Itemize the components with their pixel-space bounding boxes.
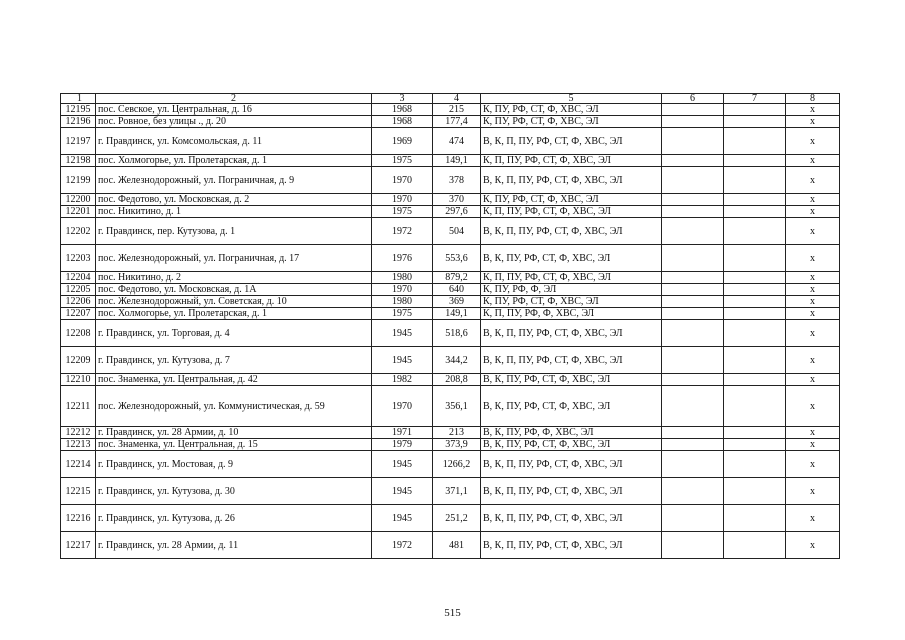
area-cell: 1266,2: [433, 451, 481, 478]
utilities-cell: В, К, П, ПУ, РФ, СТ, Ф, ХВС, ЭЛ: [481, 532, 662, 559]
utilities-cell: К, ПУ, РФ, СТ, Ф, ХВС, ЭЛ: [481, 296, 662, 308]
column-8-cell: х: [786, 284, 840, 296]
utilities-cell: К, ПУ, РФ, Ф, ЭЛ: [481, 284, 662, 296]
utilities-cell: В, К, П, ПУ, РФ, СТ, Ф, ХВС, ЭЛ: [481, 347, 662, 374]
area-cell: 640: [433, 284, 481, 296]
column-7-cell: [724, 296, 786, 308]
utilities-cell: К, ПУ, РФ, СТ, Ф, ХВС, ЭЛ: [481, 104, 662, 116]
address-cell: пос. Холмогорье, ул. Пролетарская, д. 1: [96, 155, 372, 167]
column-7-cell: [724, 272, 786, 284]
table-row: [61, 218, 840, 245]
address-cell: пос. Железнодорожный, ул. Советская, д. 10: [96, 296, 372, 308]
page-number: 515: [444, 607, 461, 619]
table-row: [61, 532, 840, 559]
address-cell: г. Правдинск, ул. Мостовая, д. 9: [96, 451, 372, 478]
row-id-cell: 12216: [61, 505, 96, 532]
address-cell: пос. Холмогорье, ул. Пролетарская, д. 1: [96, 308, 372, 320]
registry-table: [60, 93, 840, 559]
column-8-cell: х: [786, 104, 840, 116]
year-cell: 1972: [372, 218, 433, 245]
table-row: [61, 386, 840, 427]
column-6-cell: [662, 439, 724, 451]
area-cell: 369: [433, 296, 481, 308]
year-cell: 1945: [372, 478, 433, 505]
year-cell: 1975: [372, 155, 433, 167]
year-cell: 1970: [372, 194, 433, 206]
year-cell: 1945: [372, 347, 433, 374]
column-7-cell: [724, 194, 786, 206]
row-id-cell: 12217: [61, 532, 96, 559]
column-6-cell: [662, 320, 724, 347]
address-cell: пос. Федотово, ул. Московская, д. 1А: [96, 284, 372, 296]
utilities-cell: В, К, ПУ, РФ, СТ, Ф, ХВС, ЭЛ: [481, 374, 662, 386]
column-6-cell: [662, 128, 724, 155]
row-id-cell: 12211: [61, 386, 96, 427]
column-6-cell: [662, 386, 724, 427]
table-row: [61, 478, 840, 505]
column-7-cell: [724, 155, 786, 167]
column-8-cell: х: [786, 427, 840, 439]
column-6-cell: [662, 206, 724, 218]
year-cell: 1982: [372, 374, 433, 386]
year-cell: 1979: [372, 439, 433, 451]
column-7-cell: [724, 284, 786, 296]
header-cell: 4: [433, 94, 481, 104]
table-row: [61, 296, 840, 308]
column-8-cell: х: [786, 451, 840, 478]
column-6-cell: [662, 532, 724, 559]
address-cell: пос. Ровное, без улицы ., д. 20: [96, 116, 372, 128]
area-cell: 215: [433, 104, 481, 116]
row-id-cell: 12207: [61, 308, 96, 320]
table-row: [61, 116, 840, 128]
header-cell: 7: [724, 94, 786, 104]
column-7-cell: [724, 347, 786, 374]
row-id-cell: 12199: [61, 167, 96, 194]
utilities-cell: В, К, ПУ, РФ, СТ, Ф, ХВС, ЭЛ: [481, 439, 662, 451]
row-id-cell: 12203: [61, 245, 96, 272]
column-6-cell: [662, 155, 724, 167]
column-8-cell: х: [786, 296, 840, 308]
utilities-cell: В, К, ПУ, РФ, Ф, ХВС, ЭЛ: [481, 427, 662, 439]
year-cell: 1968: [372, 104, 433, 116]
column-8-cell: х: [786, 532, 840, 559]
row-id-cell: 12208: [61, 320, 96, 347]
column-8-cell: х: [786, 167, 840, 194]
column-7-cell: [724, 116, 786, 128]
address-cell: пос. Никитино, д. 2: [96, 272, 372, 284]
table-row: [61, 347, 840, 374]
row-id-cell: 12201: [61, 206, 96, 218]
address-cell: пос. Севское, ул. Центральная, д. 16: [96, 104, 372, 116]
area-cell: 344,2: [433, 347, 481, 374]
address-cell: г. Правдинск, ул. Кутузова, д. 7: [96, 347, 372, 374]
area-cell: 208,8: [433, 374, 481, 386]
row-id-cell: 12196: [61, 116, 96, 128]
column-7-cell: [724, 128, 786, 155]
address-cell: г. Правдинск, пер. Кутузова, д. 1: [96, 218, 372, 245]
row-id-cell: 12198: [61, 155, 96, 167]
row-id-cell: 12206: [61, 296, 96, 308]
column-8-cell: х: [786, 155, 840, 167]
row-id-cell: 12202: [61, 218, 96, 245]
table-row: [61, 206, 840, 218]
header-cell: 5: [481, 94, 662, 104]
address-cell: пос. Федотово, ул. Московская, д. 2: [96, 194, 372, 206]
area-cell: 474: [433, 128, 481, 155]
column-6-cell: [662, 308, 724, 320]
header-cell: 8: [786, 94, 840, 104]
column-8-cell: х: [786, 206, 840, 218]
year-cell: 1970: [372, 284, 433, 296]
column-8-cell: х: [786, 386, 840, 427]
column-7-cell: [724, 451, 786, 478]
utilities-cell: В, К, П, ПУ, РФ, СТ, Ф, ХВС, ЭЛ: [481, 478, 662, 505]
area-cell: 378: [433, 167, 481, 194]
column-7-cell: [724, 167, 786, 194]
table-row: [61, 284, 840, 296]
table-row: [61, 439, 840, 451]
year-cell: 1945: [372, 505, 433, 532]
header-row: [61, 94, 840, 104]
year-cell: 1980: [372, 272, 433, 284]
column-7-cell: [724, 206, 786, 218]
year-cell: 1980: [372, 296, 433, 308]
area-cell: 356,1: [433, 386, 481, 427]
address-cell: пос. Знаменка, ул. Центральная, д. 15: [96, 439, 372, 451]
year-cell: 1970: [372, 167, 433, 194]
header-cell: 3: [372, 94, 433, 104]
table-row: [61, 194, 840, 206]
address-cell: г. Правдинск, ул. Комсомольская, д. 11: [96, 128, 372, 155]
area-cell: 251,2: [433, 505, 481, 532]
column-6-cell: [662, 505, 724, 532]
area-cell: 371,1: [433, 478, 481, 505]
year-cell: 1945: [372, 320, 433, 347]
row-id-cell: 12209: [61, 347, 96, 374]
column-8-cell: х: [786, 128, 840, 155]
address-cell: пос. Железнодорожный, ул. Коммунистическая, д. 59: [96, 386, 372, 427]
utilities-cell: В, К, П, ПУ, РФ, СТ, Ф, ХВС, ЭЛ: [481, 505, 662, 532]
address-cell: пос. Железнодорожный, ул. Пограничная, д. 9: [96, 167, 372, 194]
row-id-cell: 12213: [61, 439, 96, 451]
utilities-cell: В, К, П, ПУ, РФ, СТ, Ф, ХВС, ЭЛ: [481, 128, 662, 155]
address-cell: г. Правдинск, ул. Кутузова, д. 30: [96, 478, 372, 505]
table-row: [61, 320, 840, 347]
row-id-cell: 12200: [61, 194, 96, 206]
column-7-cell: [724, 218, 786, 245]
year-cell: 1975: [372, 308, 433, 320]
column-8-cell: х: [786, 505, 840, 532]
address-cell: пос. Знаменка, ул. Центральная, д. 42: [96, 374, 372, 386]
utilities-cell: К, П, ПУ, РФ, СТ, Ф, ХВС, ЭЛ: [481, 272, 662, 284]
column-7-cell: [724, 505, 786, 532]
table-row: [61, 155, 840, 167]
column-7-cell: [724, 478, 786, 505]
year-cell: 1970: [372, 386, 433, 427]
column-7-cell: [724, 427, 786, 439]
column-8-cell: х: [786, 478, 840, 505]
table-row: [61, 505, 840, 532]
area-cell: 481: [433, 532, 481, 559]
column-7-cell: [724, 320, 786, 347]
column-6-cell: [662, 296, 724, 308]
column-6-cell: [662, 116, 724, 128]
column-6-cell: [662, 245, 724, 272]
column-7-cell: [724, 374, 786, 386]
column-6-cell: [662, 218, 724, 245]
row-id-cell: 12215: [61, 478, 96, 505]
column-6-cell: [662, 104, 724, 116]
row-id-cell: 12205: [61, 284, 96, 296]
column-7-cell: [724, 439, 786, 451]
table-row: [61, 128, 840, 155]
column-8-cell: х: [786, 194, 840, 206]
area-cell: 297,6: [433, 206, 481, 218]
column-6-cell: [662, 427, 724, 439]
column-8-cell: х: [786, 347, 840, 374]
year-cell: 1945: [372, 451, 433, 478]
utilities-cell: В, К, П, ПУ, РФ, СТ, Ф, ХВС, ЭЛ: [481, 218, 662, 245]
column-8-cell: х: [786, 218, 840, 245]
row-id-cell: 12204: [61, 272, 96, 284]
address-cell: г. Правдинск, ул. Торговая, д. 4: [96, 320, 372, 347]
column-6-cell: [662, 374, 724, 386]
area-cell: 879,2: [433, 272, 481, 284]
year-cell: 1968: [372, 116, 433, 128]
column-7-cell: [724, 245, 786, 272]
table-row: [61, 167, 840, 194]
utilities-cell: В, К, ПУ, РФ, СТ, Ф, ХВС, ЭЛ: [481, 245, 662, 272]
column-7-cell: [724, 308, 786, 320]
column-7-cell: [724, 104, 786, 116]
year-cell: 1972: [372, 532, 433, 559]
header-cell: 1: [61, 94, 96, 104]
column-8-cell: х: [786, 439, 840, 451]
utilities-cell: К, ПУ, РФ, СТ, Ф, ХВС, ЭЛ: [481, 194, 662, 206]
row-id-cell: 12214: [61, 451, 96, 478]
column-7-cell: [724, 532, 786, 559]
utilities-cell: В, К, П, ПУ, РФ, СТ, Ф, ХВС, ЭЛ: [481, 320, 662, 347]
table-row: [61, 451, 840, 478]
column-7-cell: [724, 386, 786, 427]
area-cell: 553,6: [433, 245, 481, 272]
area-cell: 373,9: [433, 439, 481, 451]
table-row: [61, 245, 840, 272]
header-cell: 6: [662, 94, 724, 104]
utilities-cell: К, П, ПУ, РФ, СТ, Ф, ХВС, ЭЛ: [481, 206, 662, 218]
year-cell: 1971: [372, 427, 433, 439]
column-8-cell: х: [786, 374, 840, 386]
table-row: [61, 308, 840, 320]
table-row: [61, 374, 840, 386]
utilities-cell: В, К, ПУ, РФ, СТ, Ф, ХВС, ЭЛ: [481, 386, 662, 427]
address-cell: г. Правдинск, ул. Кутузова, д. 26: [96, 505, 372, 532]
column-6-cell: [662, 347, 724, 374]
column-6-cell: [662, 284, 724, 296]
address-cell: г. Правдинск, ул. 28 Армии, д. 11: [96, 532, 372, 559]
area-cell: 177,4: [433, 116, 481, 128]
column-8-cell: х: [786, 245, 840, 272]
address-cell: пос. Никитино, д. 1: [96, 206, 372, 218]
column-6-cell: [662, 167, 724, 194]
row-id-cell: 12195: [61, 104, 96, 116]
header-cell: 2: [96, 94, 372, 104]
utilities-cell: В, К, П, ПУ, РФ, СТ, Ф, ХВС, ЭЛ: [481, 167, 662, 194]
address-cell: г. Правдинск, ул. 28 Армии, д. 10: [96, 427, 372, 439]
column-8-cell: х: [786, 308, 840, 320]
year-cell: 1969: [372, 128, 433, 155]
column-8-cell: х: [786, 116, 840, 128]
area-cell: 213: [433, 427, 481, 439]
year-cell: 1976: [372, 245, 433, 272]
utilities-cell: В, К, П, ПУ, РФ, СТ, Ф, ХВС, ЭЛ: [481, 451, 662, 478]
column-6-cell: [662, 478, 724, 505]
table-body: [61, 104, 840, 559]
row-id-cell: 12197: [61, 128, 96, 155]
column-8-cell: х: [786, 320, 840, 347]
area-cell: 504: [433, 218, 481, 245]
row-id-cell: 12212: [61, 427, 96, 439]
table-row: [61, 427, 840, 439]
utilities-cell: К, П, ПУ, РФ, СТ, Ф, ХВС, ЭЛ: [481, 155, 662, 167]
column-6-cell: [662, 451, 724, 478]
table-row: [61, 272, 840, 284]
area-cell: 370: [433, 194, 481, 206]
year-cell: 1975: [372, 206, 433, 218]
column-6-cell: [662, 194, 724, 206]
address-cell: пос. Железнодорожный, ул. Пограничная, д. 17: [96, 245, 372, 272]
area-cell: 518,6: [433, 320, 481, 347]
column-6-cell: [662, 272, 724, 284]
column-8-cell: х: [786, 272, 840, 284]
area-cell: 149,1: [433, 155, 481, 167]
utilities-cell: К, ПУ, РФ, СТ, Ф, ХВС, ЭЛ: [481, 116, 662, 128]
table-row: [61, 104, 840, 116]
row-id-cell: 12210: [61, 374, 96, 386]
area-cell: 149,1: [433, 308, 481, 320]
utilities-cell: К, П, ПУ, РФ, Ф, ХВС, ЭЛ: [481, 308, 662, 320]
